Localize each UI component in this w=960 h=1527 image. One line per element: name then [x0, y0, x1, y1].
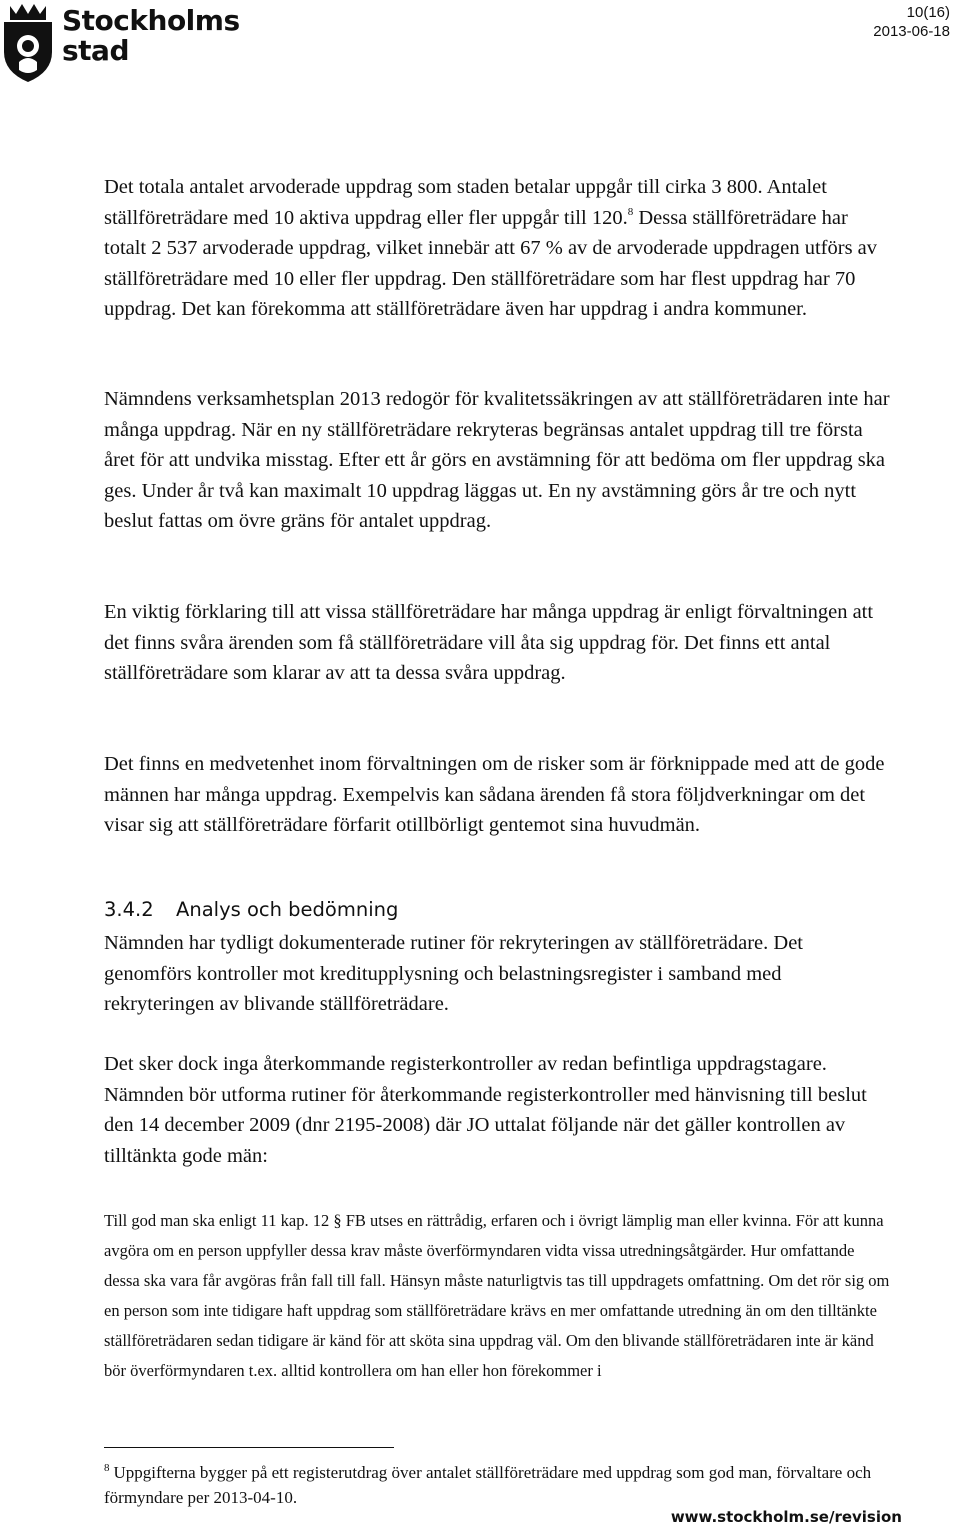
- paragraph-1-part-2: Dessa ställföreträdare har totalt 2 537 arvoderade uppdrag, vilket innebär att 67 % av de arvoderade uppdragen utförs av ställföreträdare med 10 eller fler uppdrag. Den ställföreträdare som har flest uppdrag har 70 uppdrag. Det kan förekomma att ställföreträdare även har uppdrag i andra kommuner.: [104, 206, 878, 320]
- footnote-number: 8: [104, 1462, 110, 1474]
- document-date: 2013-06-18: [873, 23, 950, 40]
- paragraph-3: En viktig förklaring till att vissa ställföreträdare har många uppdrag är enligt förvaltningen att det finns svåra ärenden som få ställföreträdare vill åta sig uppdrag för. Det finns ett antal ställföreträdare som klarar av att ta dessa svåra uppdrag.: [104, 601, 874, 684]
- paragraph-6: Det sker dock inga återkommande registerkontroller av redan befintliga uppdragstagare. Nämnden bör utforma rutiner för återkommande registerkontroller med hänvisning till beslut den 14 december 2009 (dnr 2195-2008) där JO uttalat följande när det gäller kontrollen av tilltänkta gode män:: [104, 1053, 867, 1167]
- section-heading: [104, 896, 398, 924]
- footnote-reference: 8: [627, 205, 634, 218]
- paragraph-1: [104, 172, 894, 325]
- logo-line-1: Stockholms: [62, 4, 240, 37]
- footnote: [104, 1460, 894, 1510]
- paragraph-4: Det finns en medvetenhet inom förvaltningen om de risker som är förknippade med att de gode männen har många uppdrag. Exempelvis kan sådana ärenden få stora följdverkningar om det visar sig att ställföreträdare förfarit otillbörligt gentemot sina huvudmän.: [104, 753, 885, 836]
- footnote-divider: [104, 1447, 394, 1448]
- paragraph-1-part-1: Det totala antalet arvoderade uppdrag som staden betalar uppgår till cirka 3 800. Antalet ställföreträdare med 10 aktiva uppdrag eller fler uppgår till 120.: [104, 176, 827, 229]
- section-title: Analys och bedömning: [176, 898, 399, 921]
- page-number: 10(16): [906, 4, 950, 21]
- footnote-text: Uppgifterna bygger på ett registerutdrag över antalet ställföreträdare med uppdrag som god man, förvaltare och förmyndare per 2013-04-10.: [104, 1463, 872, 1507]
- page-meta: [873, 3, 950, 41]
- city-crest-icon: [0, 0, 56, 84]
- stockholms-stad-logo: [0, 0, 240, 84]
- paragraph-5: Nämnden har tydligt dokumenterade rutiner för rekryteringen av ställföreträdare. Det genomförs kontroller mot kreditupplysning och belastningsregister i samband med rekryteringen av blivande ställföreträdare.: [104, 932, 803, 1015]
- footer-url: www.stockholm.se/revision: [670, 1508, 902, 1526]
- logo-line-2: stad: [62, 34, 129, 67]
- paragraph-2: Nämndens verksamhetsplan 2013 redogör för kvalitetssäkringen av att ställföreträdaren inte har många uppdrag. När en ny ställföreträdare rekryteras begränsas antalet uppdrag till tre första året för att undvika misstag. Efter ett år görs en avstämning för att bedöma om fler uppdrag ska ges. Under år två kan maximalt 10 uppdrag läggas ut. En ny avstämning görs år tre och nytt beslut fattas om övre gräns för antalet uppdrag.: [104, 388, 890, 532]
- block-quote: Till god man ska enligt 11 kap. 12 § FB utses en rättrådig, erfaren och i övrigt lämplig man eller kvinna. För att kunna avgöra om en person uppfyller dessa krav måste överförmyndaren vidta vissa utredningsåtgärder. Hur omfattande dessa ska vara får avgöras från fall till fall. Hänsyn måste naturligtvis tas till uppdragets omfattning. Om det rör sig om en person som inte tidigare haft uppdrag som ställföreträdare krävs en mer omfattande utredning än om den tilltänkte ställföreträdaren sedan tidigare är känd för att sköta sina uppdrag väl. Om den blivande ställföreträdaren inte är känd bör överförmyndaren t.ex. alltid kontrollera om han eller hon förekommer i: [104, 1211, 890, 1380]
- section-number: 3.4.2: [104, 898, 154, 921]
